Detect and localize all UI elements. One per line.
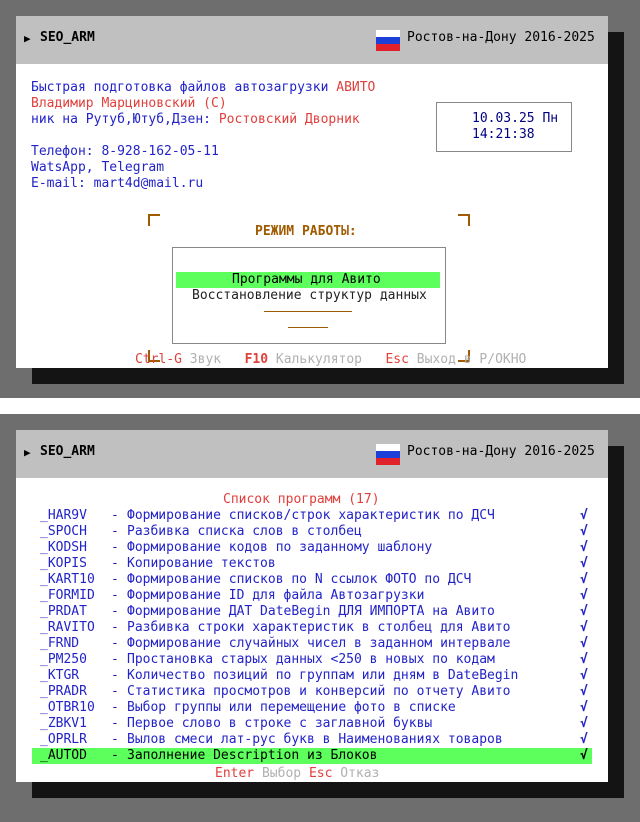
program-desc: Формирование случайных чисел в заданном интервале	[127, 636, 511, 651]
info-line-1	[31, 80, 375, 95]
status-label-exit: Выход в Р/ОКНО	[416, 352, 527, 367]
program-dash: -	[111, 716, 119, 731]
program-desc: Выбор группы или перемещение фото в списке	[127, 700, 456, 715]
program-row[interactable]	[40, 572, 592, 588]
russia-flag-icon	[376, 444, 400, 465]
program-code: _OPRLR	[40, 732, 87, 747]
program-desc: Формирование ДАТ DateBegin ДЛЯ ИМПОРТА на Авито	[127, 604, 495, 619]
menu-item-restore[interactable]: Восстановление структур данных	[192, 288, 427, 303]
program-desc: Формирование ID для файла Автозагрузки	[127, 588, 425, 603]
check-icon: √	[580, 684, 588, 699]
program-dash: -	[111, 700, 119, 715]
program-code: _PRADR	[40, 684, 87, 699]
program-row[interactable]	[40, 620, 592, 636]
status-bar	[135, 352, 526, 367]
program-desc: Вылов смеси лат-рус букв в Наименованиях товаров	[127, 732, 503, 747]
nick-line	[31, 112, 360, 127]
program-dash: -	[111, 668, 119, 683]
window-menu-arrow-icon[interactable]: ▶	[24, 446, 31, 459]
program-row[interactable]	[40, 524, 592, 540]
program-desc: Разбивка строки характеристик в столбец для Авито	[127, 620, 511, 635]
program-code: _KODSH	[40, 540, 87, 555]
status-key-exit[interactable]: Esc	[385, 352, 409, 367]
check-icon: √	[580, 652, 588, 667]
phone-line: Телефон: 8-928-162-05-11	[31, 144, 219, 159]
check-icon: √	[580, 604, 588, 619]
program-row[interactable]	[40, 652, 592, 668]
messengers-line: WatsApp, Telegram	[31, 160, 165, 175]
program-dash: -	[111, 556, 119, 571]
program-row[interactable]	[40, 588, 592, 604]
title-bar	[16, 16, 608, 64]
program-row[interactable]	[40, 556, 592, 572]
datetime-box	[436, 102, 572, 152]
programs-window	[16, 430, 608, 782]
status-key-esc[interactable]: Esc	[308, 766, 333, 781]
status-label-calc: Калькулятор	[275, 352, 362, 367]
check-icon: √	[580, 524, 588, 539]
mode-menu	[172, 247, 446, 344]
program-dash: -	[111, 620, 119, 635]
program-code: _SPOCH	[40, 524, 87, 539]
program-dash: -	[111, 588, 119, 603]
status-key-calc[interactable]: F10	[244, 352, 269, 367]
program-row[interactable]	[40, 604, 592, 620]
program-code: _KOPIS	[40, 556, 87, 571]
program-desc: Первое слово в строке с заглавной буквы	[127, 716, 433, 731]
check-icon: √	[580, 732, 588, 747]
mode-title: РЕЖИМ РАБОТЫ:	[255, 224, 357, 239]
program-row[interactable]	[32, 748, 592, 764]
status-label-esc: Отказ	[340, 766, 380, 781]
check-icon: √	[580, 748, 588, 763]
program-code: _FRND	[40, 636, 80, 651]
program-row[interactable]	[40, 668, 592, 684]
program-dash: -	[111, 732, 119, 747]
program-desc: Формирование списков по N ссылок ФОТО по ДСЧ	[127, 572, 472, 587]
program-desc: Простановка старых данных <250 в новых по кодам	[127, 652, 495, 667]
window-menu-arrow-icon[interactable]: ▶	[24, 32, 31, 45]
check-icon: √	[580, 716, 588, 731]
app-title-2: SEO_ARM	[40, 444, 95, 459]
program-row[interactable]	[40, 684, 592, 700]
info-line-1-text: Быстрая подготовка файлов автозагрузки	[31, 80, 337, 95]
program-desc: Формирование списков/строк характеристик по ДСЧ	[127, 508, 495, 523]
programs-window-body	[16, 478, 608, 782]
program-code: _FORMID	[40, 588, 95, 603]
program-desc: Формирование кодов по заданному шаблону	[127, 540, 433, 555]
program-dash: -	[111, 684, 119, 699]
list-title: Список программ (17)	[223, 492, 380, 507]
program-code: _KTGR	[40, 668, 80, 683]
check-icon: √	[580, 668, 588, 683]
check-icon: √	[580, 620, 588, 635]
program-code: _PRDAT	[40, 604, 87, 619]
separator-band	[0, 398, 640, 414]
program-row[interactable]	[40, 700, 592, 716]
program-code: _HAR9V	[40, 508, 87, 523]
program-dash: -	[111, 748, 119, 763]
app-title: SEO_ARM	[40, 30, 95, 45]
program-row[interactable]	[40, 508, 592, 524]
city-years: Ростов-на-Дону 2016-2025	[407, 30, 595, 45]
author-line: Владимир Марциновский (С)	[31, 96, 227, 111]
russia-flag-icon	[376, 30, 400, 51]
menu-divider-short	[288, 327, 328, 328]
frame-corner-tr	[458, 214, 470, 226]
check-icon: √	[580, 556, 588, 571]
program-code: _AUTOD	[40, 748, 87, 763]
status-key-sound[interactable]: Ctrl-G	[135, 352, 182, 367]
city-years-2: Ростов-на-Дону 2016-2025	[407, 444, 595, 459]
program-code: _OTBR10	[40, 700, 95, 715]
program-desc: Статистика просмотров и конверсий по отчету Авито	[127, 684, 511, 699]
check-icon: √	[580, 508, 588, 523]
status-key-enter[interactable]: Enter	[215, 766, 255, 781]
program-dash: -	[111, 604, 119, 619]
nick-value: Ростовский Дворник	[218, 112, 360, 127]
frame-corner-tl	[148, 214, 160, 226]
check-icon: √	[580, 540, 588, 555]
check-icon: √	[580, 588, 588, 603]
check-icon: √	[580, 700, 588, 715]
program-desc: Количество позиций по группам или дням в DateBegin	[127, 668, 519, 683]
date-display: 10.03.25 Пн	[472, 111, 559, 126]
program-desc: Заполнение Description из Блоков	[127, 748, 378, 763]
program-dash: -	[111, 572, 119, 587]
main-window	[16, 16, 608, 368]
nick-prefix: ник на Рутуб,Ютуб,Дзен:	[31, 112, 219, 127]
status-label-enter: Выбор	[261, 766, 302, 781]
menu-divider	[264, 311, 352, 312]
program-code: _RAVITO	[40, 620, 95, 635]
title-bar-2	[16, 430, 608, 478]
program-dash: -	[111, 508, 119, 523]
menu-item-avito[interactable]	[176, 272, 440, 288]
program-code: _KART10	[40, 572, 95, 587]
program-code: _ZBKV1	[40, 716, 87, 731]
program-desc: Копирование текстов	[127, 556, 276, 571]
program-dash: -	[111, 540, 119, 555]
time-display: 14:21:38	[472, 127, 535, 142]
email-line: E-mail: mart4d@mail.ru	[31, 176, 204, 191]
check-icon: √	[580, 572, 588, 587]
info-line-1-brand: АВИТО	[336, 80, 376, 95]
program-row[interactable]	[40, 732, 592, 748]
program-dash: -	[111, 652, 119, 667]
program-dash: -	[111, 524, 119, 539]
program-row[interactable]	[40, 716, 592, 732]
menu-item-avito-label: Программы для Авито	[232, 272, 381, 287]
program-code: _PM250	[40, 652, 87, 667]
status-label-sound: Звук	[189, 352, 222, 367]
program-row[interactable]	[40, 540, 592, 556]
program-dash: -	[111, 636, 119, 651]
program-row[interactable]	[40, 636, 592, 652]
status-bar-2	[215, 766, 379, 781]
check-icon: √	[580, 636, 588, 651]
main-window-body	[16, 64, 608, 368]
program-desc: Разбивка списка слов в столбец	[127, 524, 362, 539]
